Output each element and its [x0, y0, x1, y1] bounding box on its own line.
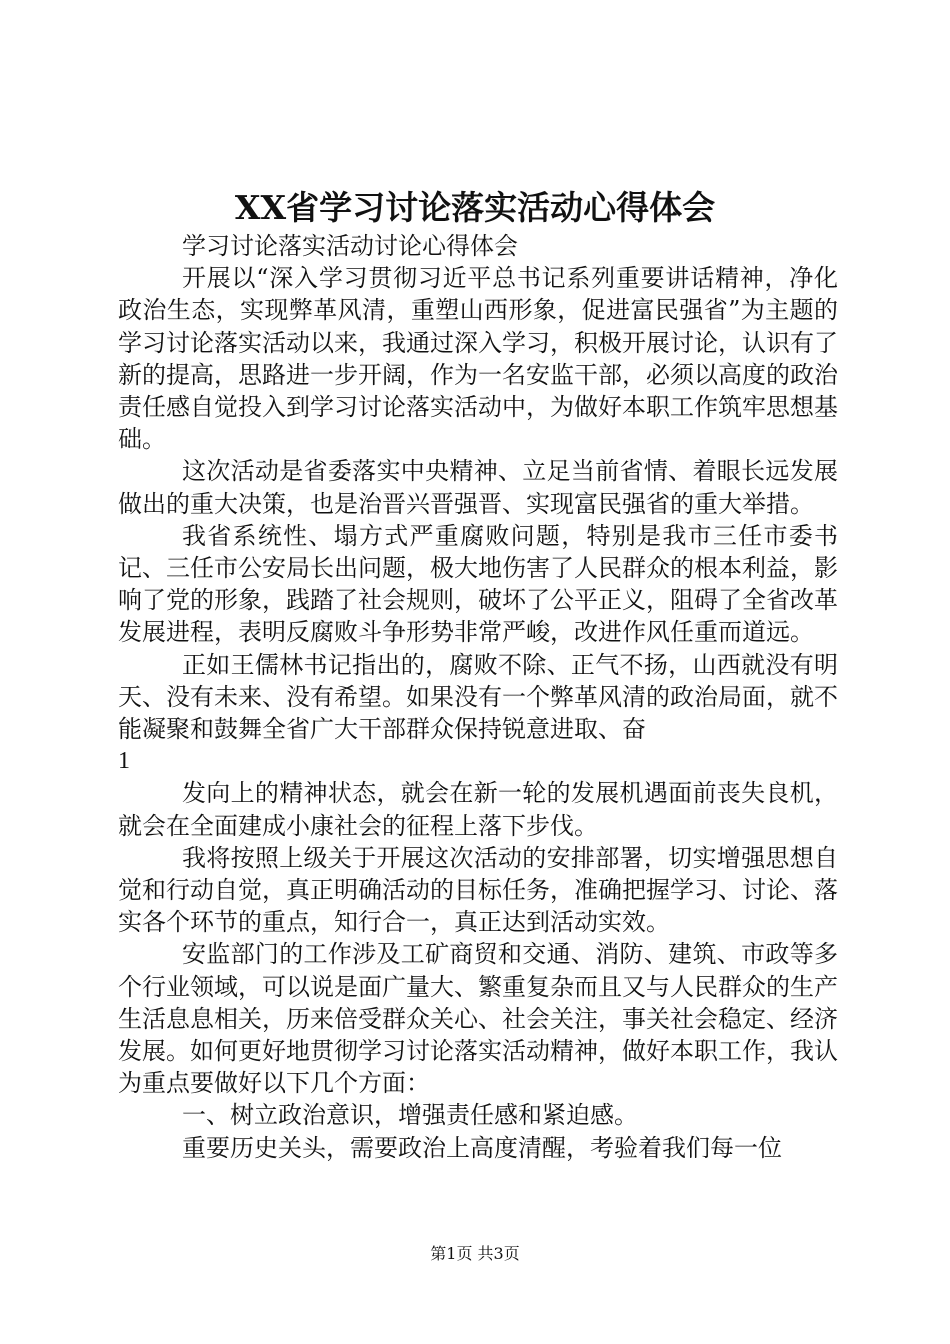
body-paragraph: 安监部门的工作涉及工矿商贸和交通、消防、建筑、市政等多个行业领域，可以说是面广量大、繁重复杂而且又与人民群众的生产生活息息相关，历来倍受群众关心、社会关注，事关社会稳定、经济发展。如何更好地贯彻学习讨论落实活动精神，做好本职工作，我认为重点要做好以下几个方面： — [118, 940, 838, 1098]
page-footer: 第1页 共3页 — [430, 1244, 520, 1263]
body-paragraph: 发向上的精神状态，就会在新一轮的发展机遇面前丧失良机，就会在全面建成小康社会的征程上落下步伐。 — [118, 779, 838, 840]
body-paragraph: 我将按照上级关于开展这次活动的安排部署，切实增强思想自觉和行动自觉，真正明确活动的目标任务，准确把握学习、讨论、落实各个环节的重点，知行合一，真正达到活动实效。 — [118, 843, 838, 937]
body-paragraph: 正如王儒林书记指出的，腐败不除、正气不扬，山西就没有明天、没有未来、没有希望。如果没有一个弊革风清的政治局面，就不能凝聚和鼓舞全省广大干部群众保持锐意进取、奋 — [118, 650, 838, 744]
section-heading: 一、树立政治意识，增强责任感和紧迫感。 — [182, 1101, 638, 1130]
body-paragraph: 学习讨论落实活动讨论心得体会 — [182, 232, 518, 260]
body-paragraph: 开展以“深入学习贯彻习近平总书记系列重要讲话精神，净化政治生态，实现弊革风清，重塑山西形象，促进富民强省”为主题的学习讨论落实活动以来，我通过深入学习，积极开展讨论，认识有了新的提高，思路进一步开阔，作为一名安监干部，必须以高度的政治责任感自觉投入到学习讨论落实活动中，为做好本职工作筑牢思想基础。 — [118, 264, 838, 454]
document-body — [118, 230, 838, 1164]
body-paragraph: 我省系统性、塌方式严重腐败问题，特别是我市三任市委书记、三任市公安局长出问题，极大地伤害了人民群众的根本利益，影响了党的形象，践踏了社会规则，破坏了公平正义，阻碍了全省改革发展进程，表明反腐败斗争形势非常严峻，改进作风任重而道远。 — [118, 521, 838, 647]
document-title: XX省学习讨论落实活动心得体会 — [234, 188, 716, 227]
body-paragraph: 这次活动是省委落实中央精神、立足当前省情、着眼长远发展做出的重大决策，也是治晋兴晋强晋、实现富民强省的重大举措。 — [118, 457, 838, 518]
body-paragraph: 重要历史关头，需要政治上高度清醒，考验着我们每一位 — [182, 1133, 782, 1162]
inline-page-number: 1 — [118, 748, 130, 775]
